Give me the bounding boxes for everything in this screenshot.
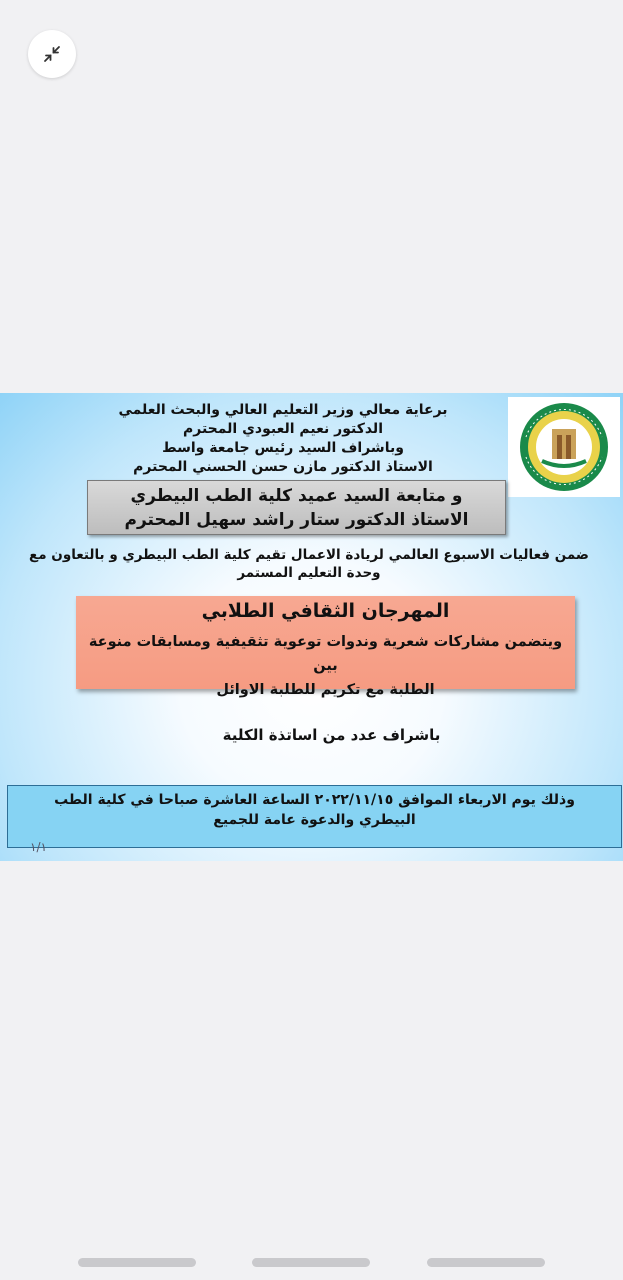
dean-line-2: الاستاذ الدكتور ستار راشد سهيل المحترم — [124, 510, 469, 530]
nav-pill-left[interactable] — [78, 1258, 196, 1267]
invitation-poster-image — [0, 393, 623, 861]
festival-box — [76, 596, 575, 698]
dean-line-1: و متابعة السيد عميد كلية الطب البيطري — [130, 486, 463, 506]
patronage-line-2: الدكتور نعيم العبودي المحترم — [183, 421, 383, 437]
nav-pill-center[interactable] — [252, 1258, 370, 1267]
collapse-button[interactable] — [28, 30, 76, 78]
collapse-arrows-icon — [42, 44, 62, 64]
dean-box — [87, 480, 506, 535]
patronage-line-4: الاستاذ الدكتور مازن حسن الحسني المحترم — [133, 459, 433, 475]
bottom-navigation-bar — [0, 1258, 623, 1268]
date-line-1: وذلك يوم الاربعاء الموافق ٢٠٢٢/١١/١٥ الساعة العاشرة صباحا في كلية الطب — [54, 792, 575, 808]
events-line-1: ضمن فعاليات الاسبوع العالمي لريادة الاعمال تقيم كلية الطب البيطري و بالتعاون مع — [29, 547, 589, 563]
patronage-line-3: وباشراف السيد رئيس جامعة واسط — [162, 440, 404, 456]
page-indicator: ١/١ — [30, 840, 47, 854]
date-line-2: البيطري والدعوة عامة للجميع — [213, 812, 416, 828]
events-line-2: وحدة التعليم المستمر — [237, 565, 381, 581]
nav-pill-right[interactable] — [427, 1258, 545, 1267]
events-text — [4, 546, 614, 582]
supervision-text: باشراف عدد من اساتذة الكلية — [222, 726, 441, 744]
patronage-line-1: برعاية معالي وزير التعليم العالي والبحث العلمي — [118, 402, 448, 418]
college-of-veterinary-medicine-logo-icon — [508, 397, 620, 497]
date-box — [7, 785, 622, 848]
festival-desc-line-2: الطلبة مع تكريم للطلبة الاوائل — [216, 682, 435, 698]
festival-title: المهرجان الثقافي الطلابي — [201, 600, 450, 622]
patronage-header — [93, 401, 473, 477]
festival-desc-line-1: ويتضمن مشاركات شعرية وندوات توعوية تثقيفية ومسابقات منوعة بين — [88, 634, 563, 674]
festival-description — [76, 630, 575, 702]
